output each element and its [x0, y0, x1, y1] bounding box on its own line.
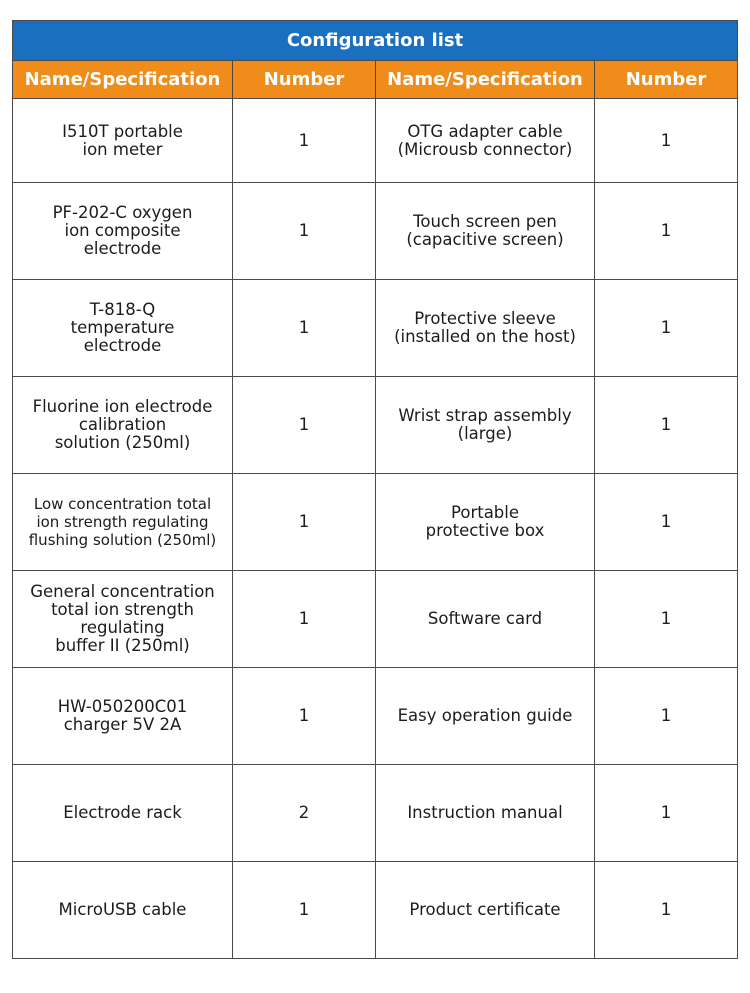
- item-number-cell: 1: [233, 280, 376, 377]
- header-number-right: Number: [595, 61, 738, 99]
- item-number-cell: 2: [233, 765, 376, 862]
- item-number-cell: 1: [595, 280, 738, 377]
- item-number-cell: 1: [233, 862, 376, 959]
- item-name-cell: Protective sleeve (installed on the host): [376, 280, 595, 377]
- item-name-cell: Software card: [376, 571, 595, 668]
- item-name-cell: PF-202-C oxygen ion composite electrode: [13, 183, 233, 280]
- item-name-cell: MicroUSB cable: [13, 862, 233, 959]
- table-row: [13, 765, 738, 862]
- table-title-row: [13, 21, 738, 61]
- item-name-cell: Wrist strap assembly (large): [376, 377, 595, 474]
- table-row: [13, 99, 738, 183]
- table-row: [13, 377, 738, 474]
- header-name-specification-right: Name/Specification: [376, 61, 595, 99]
- item-number-cell: 1: [595, 668, 738, 765]
- item-name-cell: Low concentration total ion strength regulating flushing solution (250ml): [13, 474, 233, 571]
- item-number-cell: 1: [595, 571, 738, 668]
- item-name-cell: Instruction manual: [376, 765, 595, 862]
- table-row: [13, 183, 738, 280]
- item-number-cell: 1: [595, 183, 738, 280]
- item-name-cell: I510T portable ion meter: [13, 99, 233, 183]
- table-row: [13, 862, 738, 959]
- item-name-cell: Electrode rack: [13, 765, 233, 862]
- item-name-cell: HW-050200C01 charger 5V 2A: [13, 668, 233, 765]
- header-name-specification-left: Name/Specification: [13, 61, 233, 99]
- item-number-cell: 1: [595, 474, 738, 571]
- item-name-cell: Touch screen pen (capacitive screen): [376, 183, 595, 280]
- table-row: [13, 280, 738, 377]
- configuration-table: [12, 20, 738, 959]
- table-header-row: [13, 61, 738, 99]
- table-row: [13, 474, 738, 571]
- item-name-cell: T-818-Q temperature electrode: [13, 280, 233, 377]
- item-name-cell: Fluorine ion electrode calibration solution (250ml): [13, 377, 233, 474]
- item-number-cell: 1: [595, 862, 738, 959]
- item-number-cell: 1: [233, 377, 376, 474]
- item-number-cell: 1: [595, 99, 738, 183]
- item-name-cell: Portable protective box: [376, 474, 595, 571]
- item-number-cell: 1: [233, 668, 376, 765]
- item-name-cell: OTG adapter cable (Microusb connector): [376, 99, 595, 183]
- item-number-cell: 1: [233, 571, 376, 668]
- item-number-cell: 1: [595, 765, 738, 862]
- item-number-cell: 1: [233, 183, 376, 280]
- header-number-left: Number: [233, 61, 376, 99]
- table-row: [13, 571, 738, 668]
- table-title: Configuration list: [13, 21, 738, 61]
- item-name-cell: General concentration total ion strength regulating buffer II (250ml): [13, 571, 233, 668]
- item-number-cell: 1: [233, 474, 376, 571]
- item-number-cell: 1: [595, 377, 738, 474]
- item-name-cell: Product certificate: [376, 862, 595, 959]
- item-name-cell: Easy operation guide: [376, 668, 595, 765]
- item-number-cell: 1: [233, 99, 376, 183]
- table-row: [13, 668, 738, 765]
